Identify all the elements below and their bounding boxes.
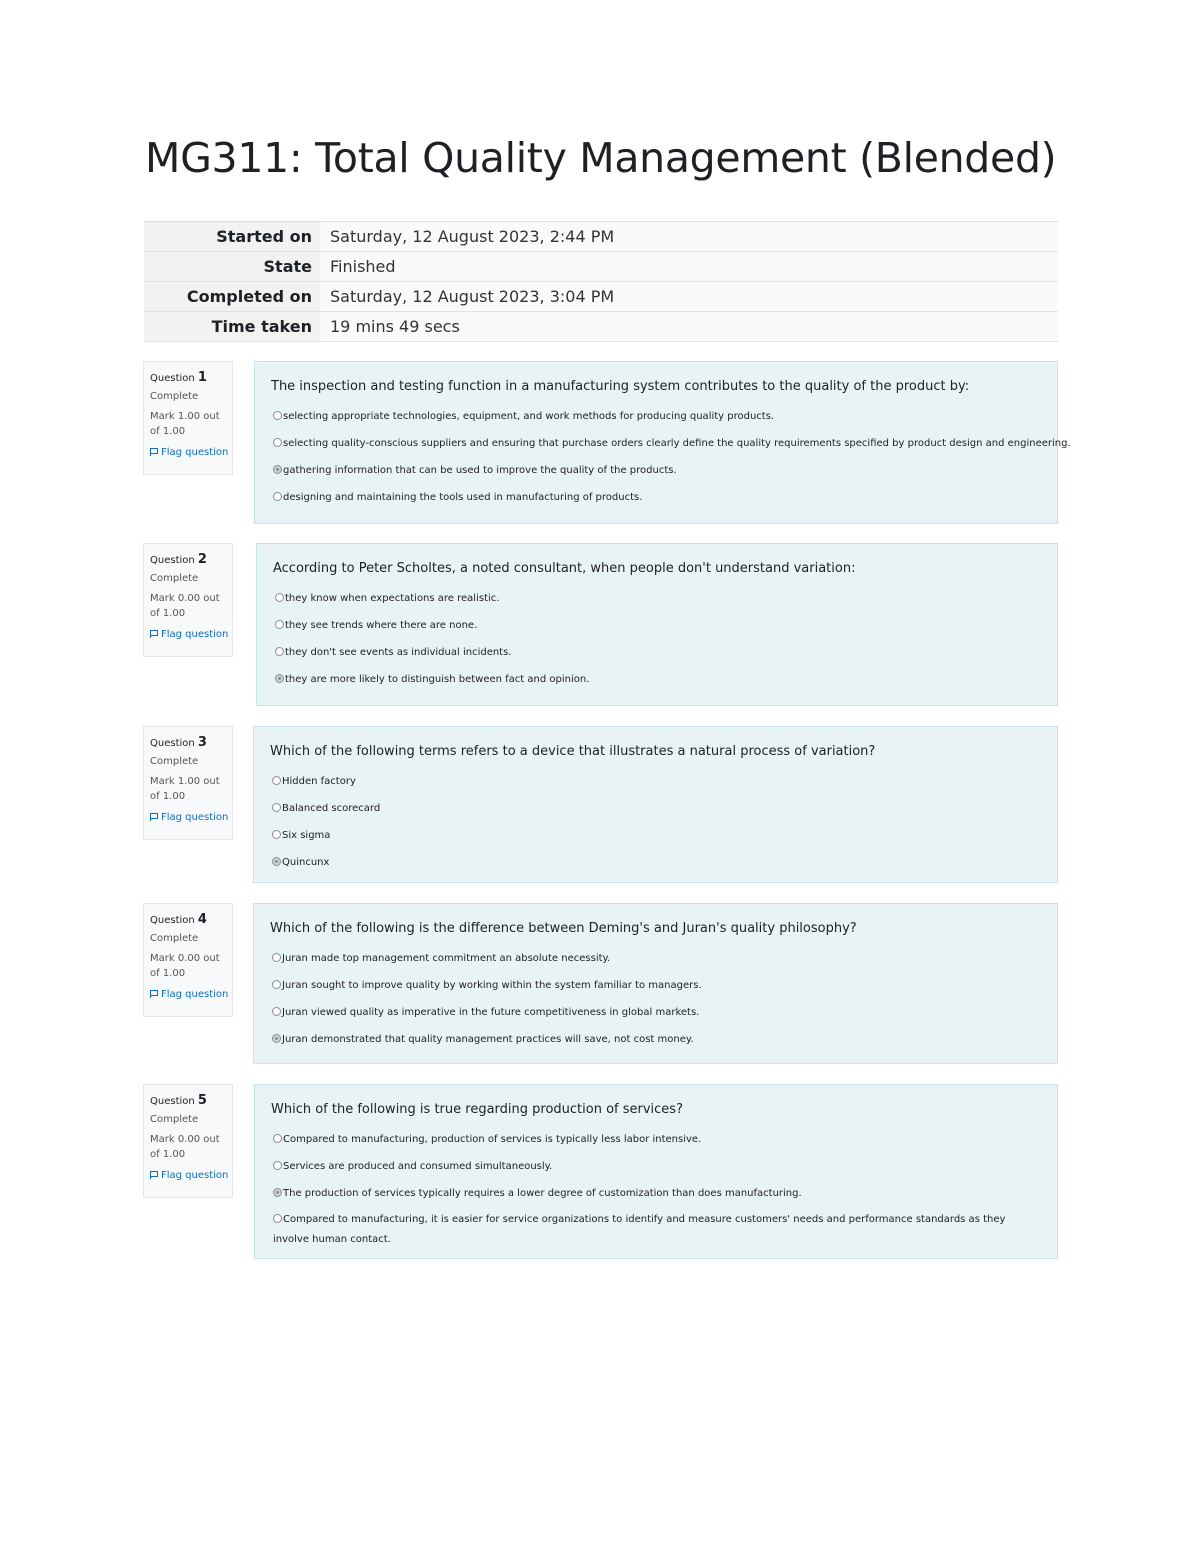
question-content-3: [253, 726, 1058, 883]
question-content-1: [254, 361, 1071, 524]
question-number-line: [150, 735, 226, 751]
radio-button-checked[interactable]: [273, 1188, 282, 1197]
answer-option[interactable]: [273, 666, 1042, 693]
flag-question-label: Flag question: [161, 447, 229, 458]
flag-icon: [150, 1171, 158, 1179]
summary-label: Time taken: [144, 312, 320, 342]
question-number: 2: [197, 552, 207, 567]
question-text: Which of the following is the difference between Deming's and Juran's quality philosophy?: [270, 921, 857, 936]
question-info-4: [143, 903, 233, 1017]
question-content-5: [254, 1084, 1058, 1259]
answer-text: selecting appropriate technologies, equipment, and work methods for producing quality products.: [283, 411, 775, 422]
question-grade: Mark 1.00 out of 1.00: [150, 776, 220, 802]
question-number: 1: [197, 370, 207, 385]
answer-text: Hidden factory: [282, 776, 356, 787]
radio-button-checked[interactable]: [272, 857, 281, 866]
radio-button[interactable]: [275, 647, 284, 656]
question-state: Complete: [150, 756, 199, 767]
flag-question-link[interactable]: [150, 810, 229, 825]
flag-icon: [150, 448, 158, 456]
answer-text: they see trends where there are none.: [285, 620, 478, 631]
answer-option[interactable]: [270, 999, 1042, 1026]
answer-text: Compared to manufacturing, production of services is typically less labor intensive.: [283, 1134, 702, 1145]
question-content-2: [256, 543, 1058, 706]
answer-option[interactable]: [271, 484, 1042, 511]
answer-option[interactable]: [271, 1126, 1042, 1153]
summary-label: Completed on: [144, 282, 320, 312]
answer-text: Juran made top management commitment an absolute necessity.: [282, 953, 611, 964]
question-state: Complete: [150, 573, 199, 584]
answer-options: [270, 945, 1042, 1053]
question-label: Question: [150, 738, 195, 749]
answer-option[interactable]: [270, 822, 1042, 849]
question-info-1: [143, 361, 233, 475]
answer-option[interactable]: [270, 768, 1042, 795]
radio-button[interactable]: [273, 1214, 282, 1223]
radio-button[interactable]: [273, 1134, 282, 1143]
radio-button[interactable]: [272, 953, 281, 962]
page-title: MG311: Total Quality Management (Blended): [145, 134, 1057, 182]
answer-text: designing and maintaining the tools used in manufacturing of products.: [283, 492, 643, 503]
question-label: Question: [150, 1096, 195, 1107]
summary-value: 19 mins 49 secs: [320, 312, 1058, 342]
flag-question-link[interactable]: [150, 987, 229, 1002]
question-number: 3: [197, 735, 207, 750]
answer-option[interactable]: [271, 403, 1042, 430]
question-grade: Mark 0.00 out of 1.00: [150, 1134, 220, 1160]
question-info-2: [143, 543, 233, 657]
radio-button[interactable]: [272, 830, 281, 839]
answer-option[interactable]: [270, 795, 1042, 822]
answer-text: Juran sought to improve quality by working within the system familiar to managers.: [282, 980, 702, 991]
question-number: 4: [197, 912, 207, 927]
answer-option[interactable]: [270, 945, 1042, 972]
answer-text: Six sigma: [282, 830, 331, 841]
answer-options: [271, 403, 1071, 511]
answer-option[interactable]: [271, 457, 1042, 484]
answer-option[interactable]: [270, 1026, 1042, 1053]
answer-options: [270, 768, 1042, 876]
answer-option[interactable]: [271, 1207, 1042, 1257]
radio-button-checked[interactable]: [275, 674, 284, 683]
question-number-line: [150, 1093, 226, 1109]
question-content-4: [253, 903, 1058, 1064]
radio-button[interactable]: [273, 438, 282, 447]
answer-text: gathering information that can be used to improve the quality of the products.: [283, 465, 677, 476]
radio-button[interactable]: [273, 411, 282, 420]
question-grade: Mark 0.00 out of 1.00: [150, 593, 220, 619]
question-label: Question: [150, 915, 195, 926]
question-info-5: [143, 1084, 233, 1198]
question-text: According to Peter Scholtes, a noted consultant, when people don't understand variation:: [273, 561, 856, 576]
question-text: The inspection and testing function in a manufacturing system contributes to the quality of the product by:: [271, 379, 970, 394]
question-info-3: [143, 726, 233, 840]
radio-button[interactable]: [275, 620, 284, 629]
summary-value: Saturday, 12 August 2023, 2:44 PM: [320, 222, 1058, 252]
flag-question-label: Flag question: [161, 1170, 229, 1181]
flag-icon: [150, 990, 158, 998]
summary-value: Finished: [320, 252, 1058, 282]
flag-question-link[interactable]: [150, 627, 229, 642]
flag-question-label: Flag question: [161, 989, 229, 1000]
question-number-line: [150, 912, 226, 928]
flag-icon: [150, 630, 158, 638]
answer-option[interactable]: [271, 1153, 1042, 1180]
flag-question-link[interactable]: [150, 445, 229, 460]
flag-icon: [150, 813, 158, 821]
answer-option[interactable]: [270, 972, 1042, 999]
answer-option[interactable]: [271, 1180, 1042, 1207]
question-number-line: [150, 370, 226, 386]
question-label: Question: [150, 555, 195, 566]
answer-text: Quincunx: [282, 857, 330, 868]
answer-text: they are more likely to distinguish between fact and opinion.: [285, 674, 590, 685]
question-number: 5: [197, 1093, 207, 1108]
radio-button[interactable]: [272, 1007, 281, 1016]
answer-text: Juran viewed quality as imperative in the future competitiveness in global markets.: [282, 1007, 700, 1018]
answer-text: Juran demonstrated that quality management practices will save, not cost money.: [282, 1034, 694, 1045]
radio-button[interactable]: [272, 803, 281, 812]
radio-button[interactable]: [273, 492, 282, 501]
question-grade: Mark 0.00 out of 1.00: [150, 953, 220, 979]
flag-question-label: Flag question: [161, 812, 229, 823]
summary-value: Saturday, 12 August 2023, 3:04 PM: [320, 282, 1058, 312]
summary-row-completed: [144, 282, 1058, 312]
flag-question-label: Flag question: [161, 629, 229, 640]
answer-text: selecting quality-conscious suppliers and ensuring that purchase orders clearly define the quality requirements specified by product design and engineering.: [283, 438, 1071, 449]
flag-question-link[interactable]: [150, 1168, 229, 1183]
radio-button[interactable]: [273, 1161, 282, 1170]
answer-option[interactable]: [270, 849, 1042, 876]
radio-button-checked[interactable]: [272, 1034, 281, 1043]
question-state: Complete: [150, 1114, 199, 1125]
question-number-line: [150, 552, 226, 568]
summary-row-time-taken: [144, 312, 1058, 342]
question-text: Which of the following terms refers to a device that illustrates a natural process of variation?: [270, 744, 876, 759]
attempt-summary-table: [144, 221, 1058, 342]
question-state: Complete: [150, 933, 199, 944]
answer-option[interactable]: [273, 612, 1042, 639]
answer-option[interactable]: [273, 585, 1042, 612]
question-state: Complete: [150, 391, 199, 402]
answer-text: they don't see events as individual incidents.: [285, 647, 512, 658]
answer-text: Compared to manufacturing, it is easier for service organizations to identify and measure customers' needs and performance standards as they involve human contact.: [273, 1214, 1006, 1245]
answer-options: [273, 585, 1042, 693]
summary-row-state: [144, 252, 1058, 282]
answer-text: Balanced scorecard: [282, 803, 381, 814]
answer-options: [271, 1126, 1042, 1257]
radio-button-checked[interactable]: [273, 465, 282, 474]
radio-button[interactable]: [272, 980, 281, 989]
summary-label: Started on: [144, 222, 320, 252]
answer-option[interactable]: [271, 430, 1071, 457]
summary-label: State: [144, 252, 320, 282]
radio-button[interactable]: [275, 593, 284, 602]
radio-button[interactable]: [272, 776, 281, 785]
answer-text: Services are produced and consumed simultaneously.: [283, 1161, 553, 1172]
answer-text: The production of services typically requires a lower degree of customization than does manufacturing.: [283, 1188, 802, 1199]
question-label: Question: [150, 373, 195, 384]
question-text: Which of the following is true regarding production of services?: [271, 1102, 683, 1117]
answer-text: they know when expectations are realistic.: [285, 593, 500, 604]
question-grade: Mark 1.00 out of 1.00: [150, 411, 220, 437]
answer-option[interactable]: [273, 639, 1042, 666]
summary-row-started: [144, 222, 1058, 252]
